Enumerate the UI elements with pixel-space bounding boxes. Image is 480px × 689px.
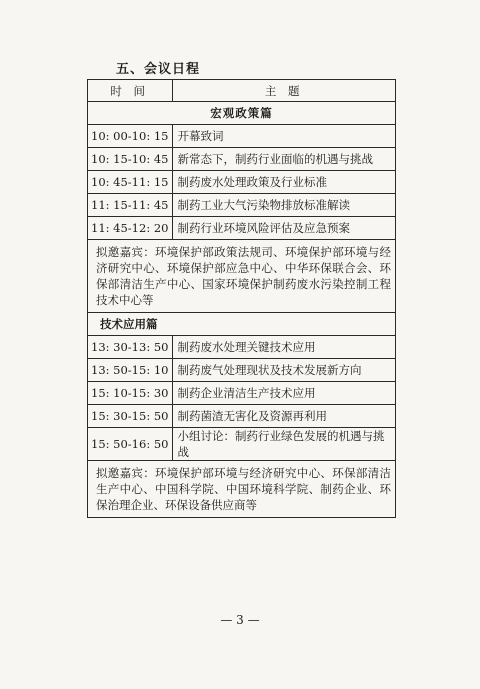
table-row <box>88 405 396 428</box>
time-cell: 15: 50-16: 50 <box>88 428 173 461</box>
table-row <box>88 125 396 148</box>
time-cell: 10: 15-10: 45 <box>88 148 173 171</box>
time-cell: 15: 10-15: 30 <box>88 382 173 405</box>
topic-cell: 制药菌渣无害化及资源再利用 <box>173 405 396 428</box>
section-row-policy <box>88 102 396 125</box>
guests-row-tech <box>88 461 396 518</box>
topic-cell: 制药废水处理政策及行业标准 <box>173 171 396 194</box>
time-cell: 15: 30-15: 50 <box>88 405 173 428</box>
time-cell: 13: 30-13: 50 <box>88 336 173 359</box>
table-row <box>88 217 396 240</box>
agenda-table <box>87 79 396 518</box>
topic-cell: 制药废气处理现状及技术发展新方向 <box>173 359 396 382</box>
topic-cell: 开幕致词 <box>173 125 396 148</box>
header-topic: 主 题 <box>173 80 396 102</box>
time-cell: 11: 45-12: 20 <box>88 217 173 240</box>
time-cell: 10: 00-10: 15 <box>88 125 173 148</box>
table-row <box>88 428 396 461</box>
section-row-tech <box>88 313 396 336</box>
table-row <box>88 194 396 217</box>
section-title-policy: 宏观政策篇 <box>88 102 396 125</box>
table-row <box>88 148 396 171</box>
table-row <box>88 359 396 382</box>
topic-cell: 制药企业清洁生产技术应用 <box>173 382 396 405</box>
topic-cell: 制药废水处理关键技术应用 <box>173 336 396 359</box>
time-cell: 13: 50-15: 10 <box>88 359 173 382</box>
topic-cell: 新常态下，制药行业面临的机遇与挑战 <box>173 148 396 171</box>
topic-cell: 小组讨论：制药行业绿色发展的机遇与挑战 <box>173 428 396 461</box>
guests-text-policy: 拟邀嘉宾：环境保护部政策法规司、环境保护部环境与经济研究中心、环境保护部应急中心、中华环保联合会、环保部清洁生产中心、国家环境保护制药废水污染控制工程技术中心等 <box>88 240 396 313</box>
time-cell: 11: 15-11: 45 <box>88 194 173 217</box>
topic-cell: 制药工业大气污染物排放标准解读 <box>173 194 396 217</box>
time-cell: 10: 45-11: 15 <box>88 171 173 194</box>
topic-cell: 制药行业环境风险评估及应急预案 <box>173 217 396 240</box>
page-number: — 3 — <box>220 613 260 627</box>
guests-text-tech: 拟邀嘉宾：环境保护部环境与经济研究中心、环保部清洁生产中心、中国科学院、中国环境科学院、制药企业、环保治理企业、环保设备供应商等 <box>88 461 396 518</box>
table-row <box>88 382 396 405</box>
table-row <box>88 336 396 359</box>
table-row <box>88 171 396 194</box>
section-title-tech: 技术应用篇 <box>88 313 396 336</box>
header-time: 时 间 <box>88 80 173 102</box>
section-heading: 五、会议日程 <box>116 62 201 77</box>
guests-row-policy <box>88 240 396 313</box>
table-header-row <box>88 80 396 102</box>
